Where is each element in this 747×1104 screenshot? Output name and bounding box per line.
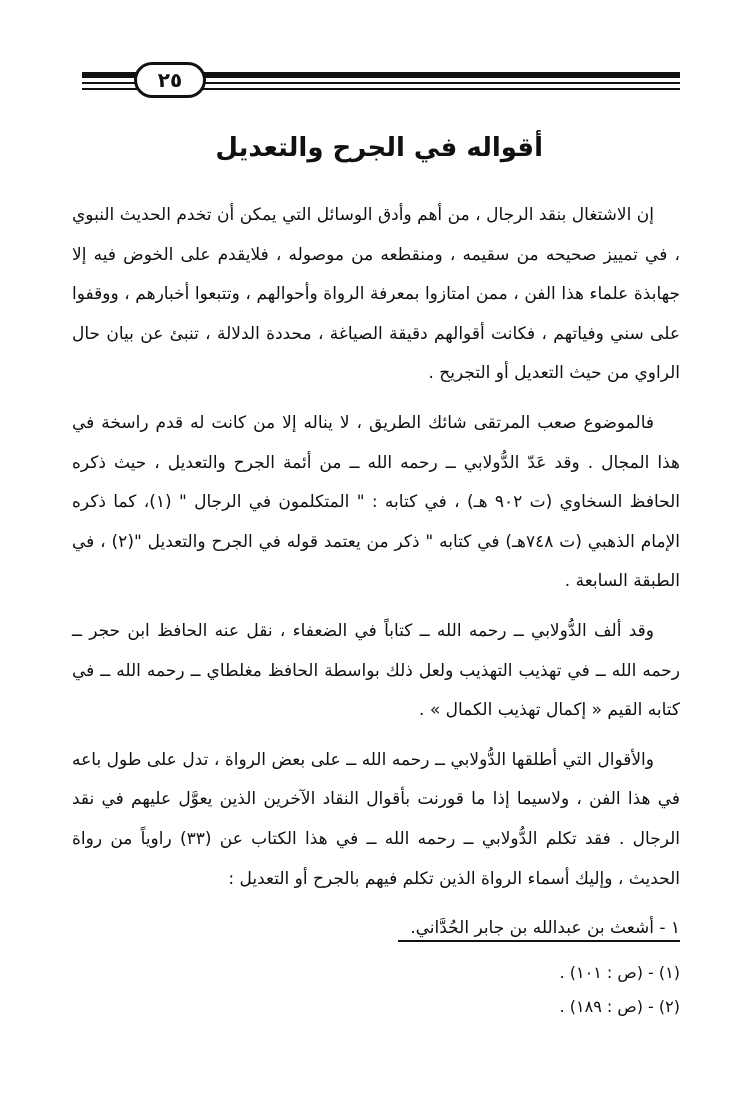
paragraph: إن الاشتغال بنقد الرجال ، من أهم وأدق الوسائل التي يمكن أن تخدم الحديث النبوي ، في تمييز صحيحه من سقيمه ، ومنقطعه من موصوله ، فلايقدم على الخوض فيه إلا جهابذة علماء هذا الفن ، ممن امتازوا بمعرفة الرواة وأحوالهم ، وتتبعوا أخبارهم ، ووقفوا على سني وفياتهم ، فكانت أقوالهم دقيقة الصياغة ، محددة الدلالة ، تنبئ عن بيان حال الراوي من حيث التعديل أو التجريح . (72, 205, 680, 384)
paragraph: والأقوال التي أطلقها الدُّولابي ــ رحمه الله ــ على بعض الرواة ، تدل على طول باعه في هذا الفن ، ولاسيما إذا ما قورنت بأقوال النقاد الآخرين الذين يعوَّل عليهم في نقد الرجال . فقد تكلم الدُّولابي ــ رحمه الله ــ في هذا الكتاب عن (٣٣) راوياً من رواة الحديث ، وإليك أسماء الرواة الذين تكلم فيهم بالجرح أو التعديل : (72, 749, 680, 889)
chapter-title: أقواله في الجرح والتعديل (215, 133, 543, 163)
paragraph: فالموضوع صعب المرتقى شائك الطريق ، لا يناله إلا من كانت له قدم راسخة في هذا المجال . وقد عَدّ الدُّولابي ــ رحمه الله ــ من أئمة الجرح والتعديل ، حيث ذكره الحافظ السخاوي (ت ٩٠٢ هـ) ، في كتابه : " المتكلمون في الرجال " (١)، كما ذكره الإمام الذهبي (ت ٧٤٨هـ) في كتابه " ذكر من يعتمد قوله في الجرح والتعديل "(٢) ، في الطبقة السابعة . (72, 412, 680, 592)
footnote: (٢) - (ص : ١٨٩) . (559, 997, 680, 1016)
page-header (82, 60, 680, 110)
footnotes (300, 958, 680, 1026)
footnote: (١) - (ص : ١٠١) . (559, 963, 680, 982)
main-text (72, 196, 680, 959)
page-number: ٢٥ (134, 62, 206, 98)
paragraph: وقد ألف الدُّولابي ــ رحمه الله ــ كتاباً في الضعفاء ، نقل عنه الحافظ ابن حجر ــ رحمه الله ــ في تهذيب التهذيب ولعل ذلك بواسطة الحافظ مغلطاي ــ رحمه الله ــ في كتابه القيم « إكمال تهذيب الكمال » . (72, 620, 680, 721)
footnote-divider (398, 940, 680, 942)
list-item: ١ - أشعث بن عبدالله بن جابر الحُدَّاني. (410, 918, 680, 939)
